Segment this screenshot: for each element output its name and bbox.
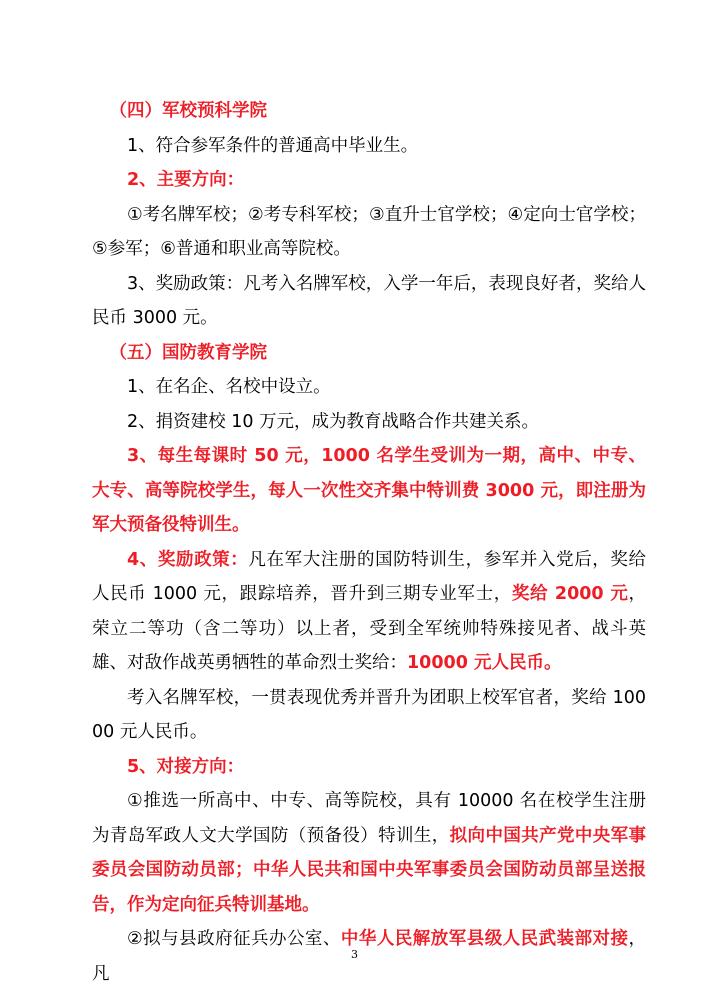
reward-policy-text-b: ，荣立二等功（含二等功）以上者，受到全军统帅特殊接见者、战斗英雄、对敌作战英勇牺牲的革命烈士奖给： — [92, 584, 646, 673]
paragraph-reward-policy-defense — [92, 543, 646, 681]
reward-amount-10000: 10000 元人民币。 — [407, 653, 562, 673]
paragraph-eligibility: 1、符合参军条件的普通高中毕业生。 — [127, 135, 419, 156]
page-number: 3 — [351, 948, 358, 961]
paragraph-main-direction: ①考名牌军校；②考专科军校；③直升士官学校；④定向士官学校；⑤参军；⑥普通和职业高等院校。 — [92, 204, 646, 259]
subheading-main-direction: 2、主要方向： — [127, 170, 245, 190]
paragraph-officer-reward: 考入名牌军校，一贯表现优秀并晋升为团职上校军官者，奖给 10000 元人民币。 — [92, 687, 646, 742]
paragraph-reward-policy-prep: 3、奖励政策：凡考入名牌军校，入学一年后，表现良好者，奖给人民币 3000 元。 — [92, 273, 646, 328]
section-heading-defense-education: （五）国防教育学院 — [109, 342, 267, 363]
paragraph-donation: 2、捐资建校 10 万元，成为教育战略合作共建关系。 — [127, 411, 540, 432]
reward-policy-label: 4、奖励政策： — [127, 549, 249, 570]
docking-county-text-b: ，凡 — [92, 929, 646, 984]
docking-county-armed-forces: 中华人民解放军县级人民武装部对接 — [340, 929, 629, 949]
paragraph-training-fee: 3、每生每课时 50 元，1000 名学生受训为一期，高中、中专、大专、高等院校学生，每人一次性交齐集中特训费 3000 元，即注册为军大预备役特训生。 — [92, 446, 646, 535]
docking-county-text-a: ②拟与县政府征兵办公室、 — [127, 929, 341, 949]
section-heading-military-prep: （四）军校预科学院 — [109, 101, 267, 121]
document-body — [92, 94, 646, 991]
reward-amount-2000: 奖给 2000 元 — [511, 584, 629, 604]
reward-policy-text-a: 凡在军大注册的国防特训生，参军并入党后，奖给人民币 1000 元，跟踪培养，晋升到三期专业军士， — [92, 549, 646, 604]
docking-school-text: ①推选一所高中、中专、高等院校，具有 10000 名在校学生注册为青岛军政人文大学国防（预备役）特训生， — [92, 791, 646, 846]
paragraph-docking-school — [92, 784, 646, 922]
paragraph-establishment: 1、在名企、名校中设立。 — [127, 377, 331, 397]
docking-school-report: 拟向中国共产党中央军事委员会国防动员部；中华人民共和国中央军事委员会国防动员部呈送报告，作为定向征兵特训基地。 — [92, 825, 647, 915]
subheading-docking-direction: 5、对接方向： — [127, 756, 245, 777]
